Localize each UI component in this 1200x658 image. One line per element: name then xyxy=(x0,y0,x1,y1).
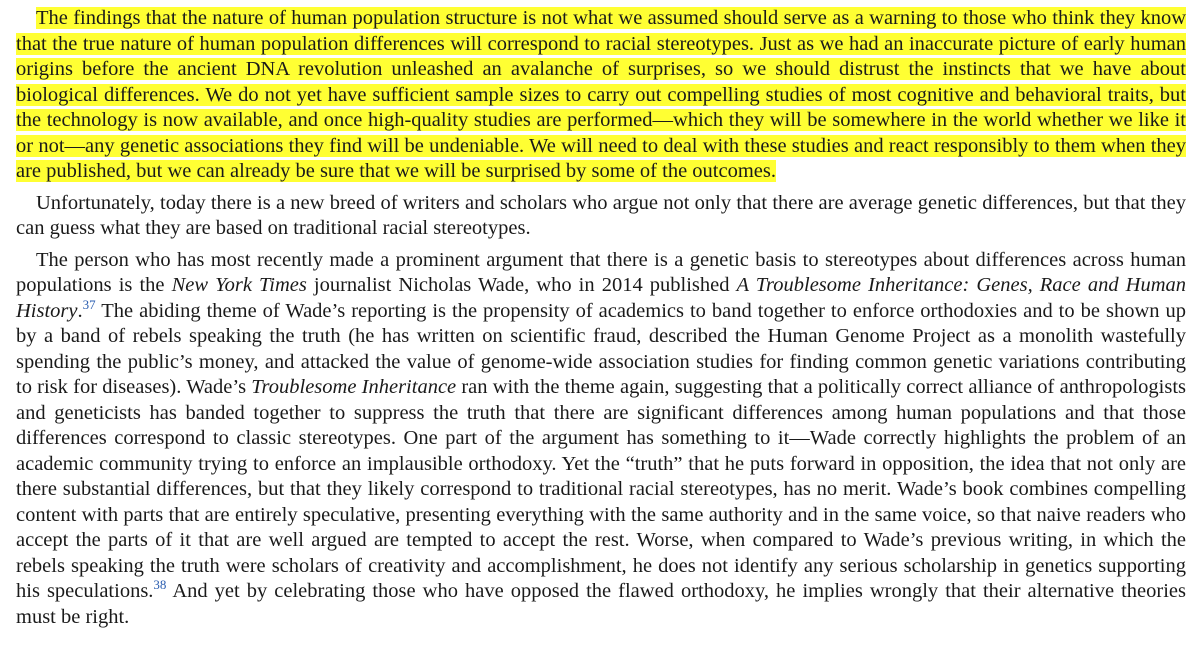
paragraph-3-text: And yet by celebrating those who have opposed the flawed orthodoxy, he implies wrongly that their alternative theories must be right. xyxy=(16,580,1186,628)
footnote-link-38[interactable]: 38 xyxy=(153,577,167,592)
paragraph-1-highlighted xyxy=(16,6,1186,185)
paragraph-3 xyxy=(16,248,1186,631)
footnote-link-37[interactable]: 37 xyxy=(82,296,96,312)
document-page xyxy=(16,6,1186,636)
paragraph-3-text: The person who has most recently made a prominent argument that there is a genetic basis to stereotypes about differences across human populations is the xyxy=(16,248,1186,296)
paragraph-3-text: The abiding theme of Wade’s reporting is the propensity of academics to band together to enforce orthodoxies and to be shown up by a band of rebels speaking the truth (he has written on scientific fraud, described the Human Genome Project as a monolith wastefully spending the public’s money, and attacked the value of genome-wide association studies for finding common genetic variations contributing to risk for diseases). Wade’s xyxy=(16,299,1186,398)
paragraph-3-text: . xyxy=(77,299,83,322)
paragraph-3-text: ran with the theme again, suggesting that a politically correct alliance of anthropologists and geneticists has banded together to suppress the truth that there are significant differences among human populations and that those differences correspond to classic stereotypes. One part of the argument has something to it—Wade correctly highlights the problem of an academic community trying to enforce an implausible orthodoxy. Yet the “truth” that he puts forward in opposition, the idea that not only are there substantial differences, but that they likely correspond to traditional racial stereotypes, has no merit. Wade’s book combines compelling content with parts that are entirely speculative, presenting everything with the same authority and in the same voice, so that naive readers who accept the parts of it that are well argued are tempted to accept the rest. Worse, when compared to Wade’s previous writing, in which the rebels speaking the truth were scholars of creativity and accomplishment, he does not identify any serious scholarship in genetics supporting his speculations. xyxy=(16,376,1186,602)
paragraph-2: Unfortunately, today there is a new breed of writers and scholars who argue not only that there are average genetic differences, but that they can guess what they are based on traditional racial stereotypes. xyxy=(16,191,1186,239)
book-title: A Troublesome Inheritance: Genes, Race and Human History xyxy=(16,274,1186,322)
highlighted-text[interactable]: The findings that the nature of human population structure is not what we assumed should serve as a warning to those who think they know that the true nature of human population differences will correspond to racial stereotypes. Just as we had an inaccurate picture of early human origins before the ancient DNA revolution unleashed an avalanche of surprises, so we should distrust the instincts that we have about biological differences. We do not yet have sufficient sample sizes to carry out compelling studies of most cognitive and behavioral traits, but the technology is now available, and once high-quality studies are performed—which they will be somewhere in the world whether we like it or not—any genetic associations they find will be undeniable. We will need to deal with these studies and react responsibly to them when they are published, but we can already be sure that we will be surprised by some of the outcomes. xyxy=(16,7,1186,182)
book-title-short: Troublesome Inheritance xyxy=(251,376,457,398)
paragraph-3-text: journalist Nicholas Wade, who in 2014 published xyxy=(306,274,737,296)
newspaper-title: New York Times xyxy=(171,274,307,296)
